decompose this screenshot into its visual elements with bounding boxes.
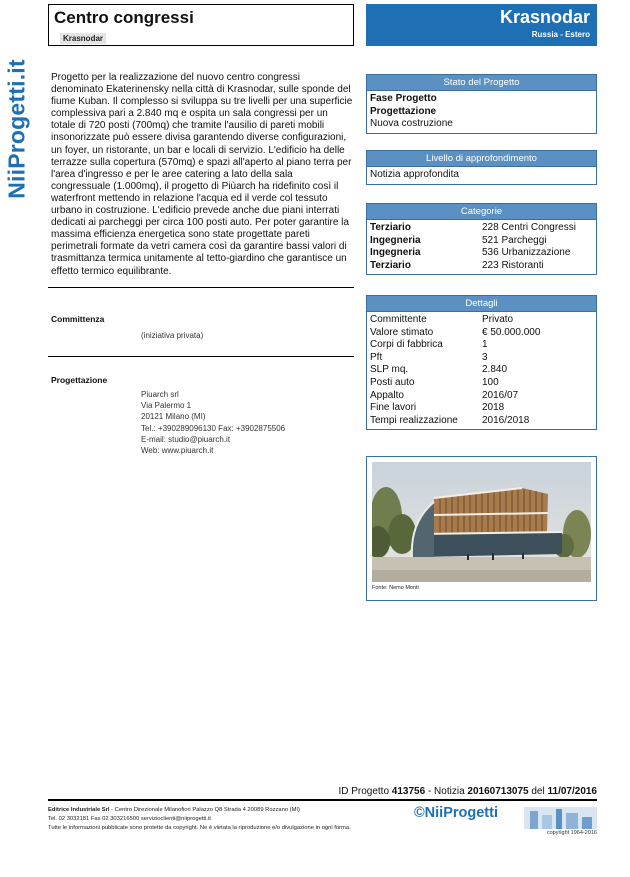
project-rendering-image <box>372 462 591 582</box>
dettagli-panel-header: Dettagli <box>367 296 596 312</box>
livello-panel <box>366 150 597 185</box>
notizia-id: 20160713075 <box>467 786 529 797</box>
committenza-value: (iniziativa privata) <box>141 331 204 340</box>
dettagli-row <box>370 377 593 390</box>
categoria-row <box>370 235 593 248</box>
project-photo-box <box>366 456 597 601</box>
id-mid: - Notizia <box>425 786 468 797</box>
progettazione-line: E-mail: studio@piuarch.it <box>141 434 231 444</box>
dettagli-panel <box>366 295 597 430</box>
categoria-value: 223 Ristoranti <box>482 259 544 271</box>
project-id: 413756 <box>391 786 426 797</box>
progettazione-label: Progettazione <box>51 375 108 385</box>
dettagli-key: Pft <box>370 351 383 363</box>
dettagli-value: 100 <box>482 376 499 388</box>
dettagli-row <box>370 390 593 403</box>
dettagli-key: Committente <box>370 314 427 325</box>
divider <box>48 356 354 357</box>
progettazione-line: Piuarch srl <box>141 390 179 399</box>
livello-panel-header: Livello di approfondimento <box>367 151 596 167</box>
dettagli-value: 2.840 <box>482 364 508 376</box>
footer-brand <box>414 803 597 839</box>
categoria-value: 228 Centri Congressi <box>482 222 576 233</box>
categorie-panel <box>366 203 597 275</box>
stato-panel <box>366 74 597 134</box>
side-brand-logo-text: NiiProgetti.it <box>3 59 30 199</box>
city-region: Russia - Estero <box>531 30 590 39</box>
dettagli-value: 1 <box>482 339 488 351</box>
project-id-line <box>338 786 597 797</box>
dettagli-value: 2016/2018 <box>482 414 530 426</box>
dettagli-row <box>370 352 593 365</box>
dettagli-value: 2016/07 <box>482 389 519 401</box>
phase-label: Fase Progetto <box>370 93 437 104</box>
page-subtitle: Krasnodar <box>60 33 106 44</box>
dettagli-value: € 50.000.000 <box>482 326 541 338</box>
dettagli-key: SLP mq. <box>370 364 409 376</box>
project-description: Progetto per la realizzazione del nuovo centro congressi denominato Ekaterinensky nella città di Krasnodar, sulle sponde del fiume Kuban. Il complesso si sviluppa su tre livelli per una superficie complessiva pari a 2.840 mq e ospita un sala congressi per un totale di 720 posti (700mq) che tramite l'ausilio di pareti mobili insonorizzate può essere divisa garantendo diverse configurazioni, un foyer, un ristorante, un bar e locali di servizio. L'edificio ha delle terrazze sulla copertura (570mq) e spazi all'aperto al piano terra per l'area d'ingresso e per le aree catering a lato della sala congressuale (1.000mq), il progetto di Piùarch ha ridefinito così il waterfront mettendo in relazione l'acqua ed il verde col tessuto urbano in costruzione. L'edificio prevede anche due piani interrati dedicati ai parcheggi per circa 100 posti auto. Per poter garantire la massima efficienza energetica sono state progettate pareti perimetrali formate da vetri camera così da garantire bassi valori di trasmittanza termica unitamente al tetto-giardino che garantisce un effetto termico equilibrante. <box>51 72 353 277</box>
footer-company: Editrice Industriale Srl <box>48 807 110 813</box>
dettagli-key: Valore stimato <box>370 326 434 338</box>
id-del: del <box>528 786 548 797</box>
footer-address: - Centro Direzionale Milanofiori Palazzo Q8 Strada 4 20089 Rozzano (MI) <box>109 807 300 813</box>
dettagli-value: 3 <box>482 351 488 363</box>
progettazione-line: 20121 Milano (MI) <box>141 412 206 422</box>
footer-divider <box>48 799 597 801</box>
dettagli-value: Privato <box>482 314 514 325</box>
footer-brand-logo: ©NiiProgetti <box>414 805 498 821</box>
progettazione-line: Via Palermo 1 <box>141 401 192 411</box>
footer <box>48 806 408 832</box>
dettagli-row <box>370 327 593 340</box>
side-brand-logo <box>2 4 32 254</box>
city-header <box>366 4 597 46</box>
page-title: Centro congressi <box>54 8 194 27</box>
progettazione-line: Tel.: +390289096130 Fax: +3902875506 <box>141 423 286 433</box>
divider <box>48 287 354 288</box>
dettagli-value: 2018 <box>482 402 505 414</box>
categoria-value: 521 Parcheggi <box>482 234 547 246</box>
categorie-panel-header: Categorie <box>367 204 596 220</box>
categoria-value: 536 Urbanizzazione <box>482 247 571 259</box>
progettazione-line: Web: www.piuarch.it <box>141 446 214 456</box>
dettagli-key: Fine lavori <box>370 402 417 414</box>
categoria-row <box>370 260 593 273</box>
categoria-row <box>370 222 593 235</box>
phase-value: Progettazione <box>370 105 437 117</box>
title-box <box>48 4 354 46</box>
dettagli-row <box>370 402 593 415</box>
dettagli-row <box>370 415 593 428</box>
dettagli-key: Posti auto <box>370 376 415 388</box>
categoria-sector: Terziario <box>370 222 411 233</box>
id-prefix: ID Progetto <box>338 786 392 797</box>
categoria-sector: Ingegneria <box>370 247 421 259</box>
progettazione-contacts <box>141 389 285 456</box>
brand-graphic-icon <box>524 803 597 829</box>
footer-contacts: Tel. 02 3032181 Fax 02 303216500 servizioclienti@niiprogetti.it <box>48 815 211 822</box>
categoria-row <box>370 247 593 260</box>
photo-caption: Fonte: Nemo Monti <box>372 585 419 591</box>
dettagli-row <box>370 314 593 327</box>
footer-rights: Tutte le informazioni pubblicate sono protette da copyright. Ne è vietata la riproduzione e/o divulgazione in ogni forma. <box>48 824 351 831</box>
stato-panel-header: Stato del Progetto <box>367 75 596 91</box>
livello-value: Notizia approfondita <box>370 169 459 180</box>
committenza-label: Committenza <box>51 314 105 324</box>
phase-note: Nuova costruzione <box>370 118 453 130</box>
dettagli-row <box>370 364 593 377</box>
categoria-sector: Terziario <box>370 259 411 271</box>
dettagli-key: Corpi di fabbrica <box>370 339 443 351</box>
dettagli-key: Tempi realizzazione <box>370 414 458 426</box>
dettagli-row <box>370 339 593 352</box>
categoria-sector: Ingegneria <box>370 234 421 246</box>
city-name: Krasnodar <box>499 7 590 27</box>
dettagli-key: Appalto <box>370 389 404 401</box>
copyright-text: copyright 1964-2016 <box>546 830 597 836</box>
notizia-date: 11/07/2016 <box>547 786 597 797</box>
